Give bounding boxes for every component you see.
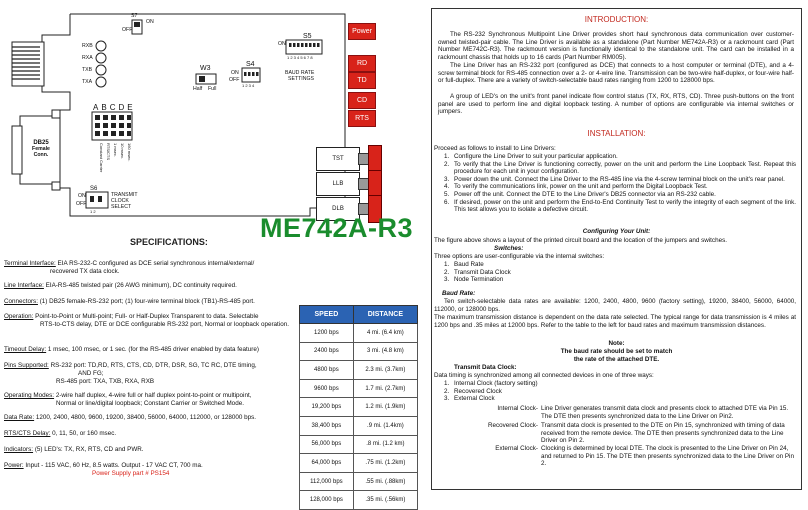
db25-label: DB25 Female Conn. [32, 140, 50, 158]
s6-label: S6 [90, 186, 98, 192]
baud-rate-heading: Baud Rate: [442, 290, 476, 297]
list-item: 5. Power off the unit. Connect the DTE to the Line Driver's DB25 connector via an RS-232 cable. [444, 190, 716, 198]
intro-paragraph-1: The RS-232 Synchronous Multipoint Line Driver provides short haul synchronous data communication over customer-owned twisted-pair cable. The Line Driver is available as a standalone (Part Number ME742A-R3) or a rackmount card (Part Number ME742C-R3). The rackmount version is functionally identical to the standalone unit. The card can be installed in a rackmount chassis that holds up to 16 cards (Part Number RM005). [438, 31, 794, 61]
w3-label: W3 [200, 65, 211, 72]
distance-cell: 3 mi. (4.8 km) [353, 342, 417, 361]
intro-paragraph-3: A group of LED's on the unit's front panel indicate flow control status (TX, RX, RTS, CD). Three push-buttons on the front panel are used to perform line and digital loopback testing. A number of options are configurable via internal switches or jumpers. [438, 93, 794, 116]
spec-rts-cts-delay: RTS/CTS Delay: 0, 11, 50, or 160 msec. [4, 430, 117, 437]
distance-cell: .75 mi. (1.2km) [353, 454, 417, 473]
td-led: TD [349, 73, 375, 88]
list-item: 2. Recovered Clock [444, 387, 502, 395]
speed-cell: 128,000 bps [300, 491, 354, 510]
cd-led: CD [349, 93, 375, 108]
speed-cell: 9600 bps [300, 379, 354, 398]
speed-cell: 112,000 bps [300, 472, 354, 491]
list-item: 1. Configure the Line Driver to suit your particular application. [444, 153, 618, 160]
rd-led: RD [349, 56, 375, 71]
baud-rate-text: Ten switch-selectable data rates are available: 1200, 2400, 4800, 9600 (factory setting), 19200, 38400, 56000, 64000, 112000, or 128000 bps. [434, 298, 796, 313]
spec-terminal-interface: Terminal Interface: EIA RS-232-C configured as DCE serial synchronous internal/external/ recovered TX data clock. [4, 260, 255, 275]
spec-indicators: Indicators: (5) LED's: TX, RX, RTS, CD and PWR. [4, 446, 144, 453]
rts-led: RTS [349, 111, 375, 126]
s4-nums: 1 2 3 4 [242, 83, 255, 88]
jumper-letters: ABCDE [93, 103, 136, 112]
clock-options-list [438, 380, 638, 403]
s5-on-label: ON [278, 41, 286, 47]
s6-on-label: ON [78, 193, 86, 199]
list-item: 2. To verify that the Line Driver is functioning correctly, power on the unit and perform the Line Loopback Test. Repeat this procedure for each unit in your configuration. [444, 160, 796, 176]
distance-cell: .55 mi. (.88km) [353, 472, 417, 491]
switches-list [438, 261, 638, 284]
speed-cell: 56,000 bps [300, 435, 354, 454]
clock-select-label: TRANSMIT CLOCK SELECT [111, 192, 138, 210]
note-text: The baud rate should be set to match the rate of the attached DTE. [560, 348, 673, 363]
s6-off-label: OFF [76, 201, 87, 207]
baud-settings-label-2: SETTINGS [288, 76, 314, 82]
list-item: 6. If desired, power on the unit and perform the End-to-End Continuity Test to verify the integrity of each segment of the link. This test allows you to isolate a defective circuit. [444, 198, 796, 214]
table-row [300, 491, 418, 510]
list-item: 2. Transmit Data Clock [444, 268, 511, 276]
spec-connectors: Connectors: (1) DB25 female-RS-232 port; (1) four-wire terminal block (TB1)-RS-485 port. [4, 298, 255, 305]
tst-button-cap [368, 145, 382, 173]
s4-on-label: ON [231, 70, 239, 76]
transmit-clock-lead: Data timing is synchronized among all connected devices in one of three ways: [434, 372, 654, 379]
s4-off-label: OFF [229, 77, 240, 83]
table-row [300, 454, 418, 473]
model-title: ME742A-R3 [260, 213, 414, 243]
switches-heading: Switches: [494, 245, 524, 252]
table-row [300, 361, 418, 380]
power-led: Power [349, 24, 375, 39]
configuring-heading: Configuring Your Unit: [582, 228, 651, 235]
distance-cell: 4 mi. (6.4 km) [353, 324, 417, 343]
spec-data-rate: Data Rate: 1200, 2400, 4800, 9600, 19200, 38400, 56000, 64000, 112000, or 128000 bps. [4, 414, 256, 421]
distance-cell: 1.2 mi. (1.9km) [353, 398, 417, 417]
list-item: 3. Power down the unit. Connect the Line Driver to the RS-485 line via the 4-screw terminal block on the unit's rear panel. [444, 175, 785, 183]
jumper-legend: Constant Carrier RTS/CTS 1 msec. 10 msec. 160 msec. [99, 143, 132, 173]
circuit-board-diagram [0, 0, 430, 232]
specifications-heading: SPECIFICATIONS: [130, 237, 208, 247]
w3-full-label: Full [208, 86, 217, 92]
distance-cell: .8 mi. (1.2 km) [353, 435, 417, 454]
transmit-clock-heading: Transmit Data Clock: [454, 364, 517, 371]
speed-cell: 1200 bps [300, 324, 354, 343]
external-clock-desc: External Clock- Clocking is determined by local DTE. The clock is presented to the Line Driver on Pin 24, and returned to Pin 15. The DTE then presents synchronized data to the Line Driver on Pin 2. [495, 445, 794, 468]
txb-label: TXB [82, 67, 93, 73]
table-row [300, 379, 418, 398]
s5-nums: 1 2 3 4 5 6 7 8 [287, 55, 313, 60]
speed-header: SPEED [300, 306, 354, 324]
baud-settings-label-1: BAUD RATE [285, 70, 315, 76]
installation-heading: INSTALLATION: [587, 129, 646, 138]
power-supply-part: Power Supply part # PS154 [92, 470, 170, 477]
distance-header: DISTANCE [353, 306, 417, 324]
installation-steps [438, 153, 796, 214]
introduction-heading: INTRODUCTION: [584, 15, 649, 24]
note-heading: Note: [608, 340, 625, 347]
internal-clock-desc: Internal Clock- Line Driver generates transmit data clock and presents clock to attached DTE via Pin 15. The DTE then presents synchronized data to the Line Driver on Pin2. [497, 405, 789, 420]
table-row [300, 435, 418, 454]
distance-cell: .9 mi. (1.4km) [353, 416, 417, 435]
llb-button: LLB [316, 172, 360, 196]
llb-button-cap [368, 170, 382, 198]
instructions-panel [431, 8, 802, 490]
tst-button: TST [316, 147, 360, 171]
speed-distance-table [299, 305, 418, 510]
dlb-button: DLB [316, 197, 360, 221]
s4-label: S4 [246, 61, 255, 68]
spec-timeout-delay: Timeout Delay: 1 msec, 100 msec, or 1 sec. (for the RS-485 driver enabled by data feature) [4, 346, 259, 353]
speed-cell: 64,000 bps [300, 454, 354, 473]
table-row [300, 324, 418, 343]
table-row [300, 398, 418, 417]
txa-label: TXA [82, 79, 93, 85]
list-item: 3. Node Termination [444, 276, 504, 284]
list-item: 4. To verify the communications link, power on the unit and perform the Digital Loopback Test. [444, 183, 708, 191]
spec-pins-supported: Pins Supported: RS-232 port: TD,RD, RTS, CTS, CD, DTR, DSR, SG, TC RC, DTE timing, AND FG; RS-485 port: TXA, TXB, RXA, RXB [4, 362, 257, 385]
table-row [300, 416, 418, 435]
baud-rate-text-2: The maximum transmission distance is dependent on the data rate selected. The typical range for data transmission is 4 miles at 1200 bps and .35 miles at 12000 bps. Refer to the table to the left for baud rates and maximum transmission distances. [434, 314, 796, 329]
intro-paragraph-2: The Line Driver has an RS-232 port (configured as DCE) that connects to a host computer or terminal (DTE), and a 4-screw terminal block for RS-485 connection over a 2- or 4-wire line. Transmission can be two-wire half-duplex, or four-wire half- or full-duplex. There are a variety of switch-selectable baud rates ranging from 1200 to 128000 bps. [438, 62, 794, 85]
distance-cell: 1.7 mi. (2.7km) [353, 379, 417, 398]
distance-cell: 2.3 mi. (3.7km) [353, 361, 417, 380]
spec-operating-modes: Operating Modes: 2-wire half duplex, 4-wire full or half duplex point-to-point or multipoint, Normal or line/digital loopback; Constant Carrier or Switched Mode. [4, 392, 252, 407]
list-item: 1. Baud Rate [444, 261, 484, 268]
list-item: 1. Internal Clock (factory setting) [444, 380, 538, 387]
s5-label: S5 [303, 33, 312, 40]
speed-cell: 4800 bps [300, 361, 354, 380]
rxa-label: RXA [82, 55, 93, 61]
s7-off-label: OFF [122, 27, 133, 33]
spec-power: Power: Input - 115 VAC, 60 Hz, 8.5 watts. Output - 17 VAC CT, 700 ma. Power Supply part # PS154 [4, 462, 299, 478]
table-row [300, 472, 418, 491]
recovered-clock-desc: Recovered Clock- Transmit data clock is presented to the DTE on Pin 15, synchronized with timing of data received from the remote device. The DTE then presents synchronized data to the Line Driver on Pin 2. [487, 422, 785, 445]
list-item: 3. External Clock [444, 395, 495, 403]
s7-label: S7 [131, 13, 138, 19]
w3-half-label: Half [193, 86, 203, 92]
spec-operation: Operation: Point-to-Point or Multi-point; Full- or Half-Duplex Transparent to data. Selectable RTS-to-CTS delay, DTE or DCE configurable RS-232 port, Normal or loopback operation. [4, 313, 289, 328]
speed-cell: 38,400 bps [300, 416, 354, 435]
configuring-text: The figure above shows a layout of the printed circuit board and the location of the jumpers and switches. [434, 237, 727, 244]
table-header-row [300, 306, 418, 324]
speed-cell: 2400 bps [300, 342, 354, 361]
rxb-label: RXB [82, 43, 93, 49]
installation-lead: Proceed as follows to install to Line Drivers: [434, 145, 556, 152]
s6-nums: 1 2 [90, 209, 96, 214]
table-row [300, 342, 418, 361]
distance-cell: .35 mi. (.56km) [353, 491, 417, 510]
switches-lead: Three options are user-configurable via the internal switches: [434, 253, 605, 260]
speed-cell: 19,200 bps [300, 398, 354, 417]
spec-line-interface: Line Interface: EIA-RS-485 twisted pair (26 AWG minimum), DC continuity required. [4, 282, 237, 289]
s7-on-label: ON [146, 19, 154, 25]
